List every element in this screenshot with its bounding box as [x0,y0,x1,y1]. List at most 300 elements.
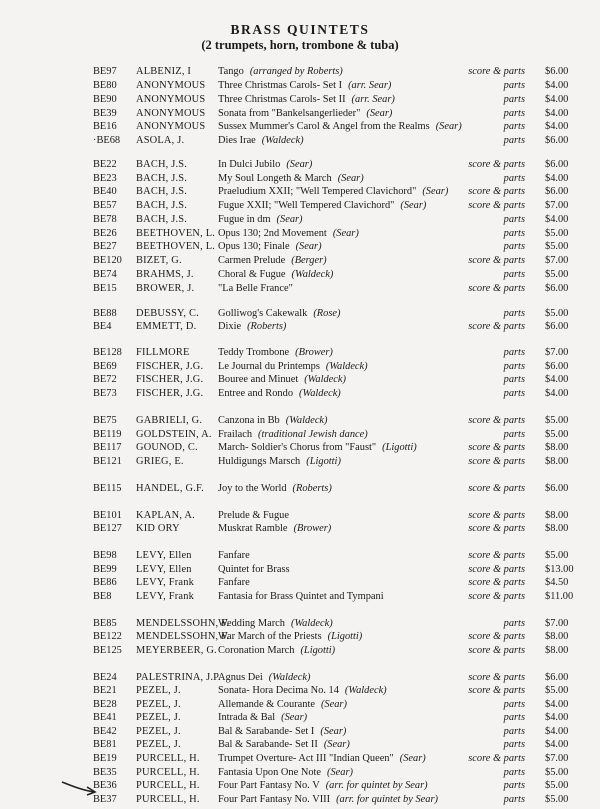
catalog-row [0,725,600,738]
arranger-note: (Sear) [320,726,347,737]
composer-name: BIZET, G. [136,255,182,266]
price: $5.00 [545,308,569,319]
composer-name: BACH, J.S. [136,159,188,170]
composer-name: ANONYMOUS [136,80,206,91]
edition-format: score & parts [468,456,525,467]
edition-format: parts [503,241,525,252]
piece-title: Three Christmas Carols- Set I [218,80,343,91]
arranger-note: (Waldeck) [261,135,304,146]
price: $7.00 [545,200,569,211]
composer-name: ANONYMOUS [136,94,206,105]
piece-title: Allemande & Courante [218,699,315,710]
catalog-row [0,307,600,320]
catalog-row [0,671,600,684]
composer-name: BEETHOVEN, L. [136,241,216,252]
edition-format: score & parts [468,255,525,266]
composer-name: BACH, J.S. [136,200,188,211]
price: $8.00 [545,631,569,642]
arranger-note: (Sear) [281,712,308,723]
composer-name: GRIEG, E. [136,456,184,467]
catalog-code: BE35 [93,767,117,778]
arranger-note: (Sear) [435,121,462,132]
edition-format: parts [503,347,525,358]
price: $5.00 [545,685,569,696]
arranger-note: (Sear) [400,200,427,211]
piece-title: Opus 130; 2nd Movement [218,228,327,239]
composer-name: BROWER, J. [136,283,195,294]
edition-format: parts [503,429,525,440]
price: $7.00 [545,753,569,764]
catalog-row [0,630,600,643]
price: $7.00 [545,618,569,629]
composer-name: LEVY, Ellen [136,564,192,575]
edition-format: score & parts [468,672,525,683]
price: $5.00 [545,550,569,561]
edition-format: score & parts [468,186,525,197]
title-line [218,793,438,806]
title-line [218,779,428,792]
piece-title: Teddy Trombone [218,347,290,358]
title-line [218,441,417,454]
composer-name: ALBENIZ, I [136,66,192,77]
catalog-row [0,93,600,106]
edition-format: score & parts [468,753,525,764]
catalog-row [0,590,600,603]
title-line [218,482,332,495]
edition-format: parts [503,794,525,805]
edition-format: score & parts [468,591,525,602]
price: $6.00 [545,283,569,294]
price: $4.00 [545,80,569,91]
arranger-note: (Ligotti) [382,442,417,453]
piece-title: Le Journal du Printemps [218,361,320,372]
composer-name: KID ORY [136,523,180,534]
price: $4.00 [545,712,569,723]
price: $4.00 [545,108,569,119]
catalog-code: BE90 [93,94,117,105]
edition-format: score & parts [468,415,525,426]
piece-title: Canzona in Bb [218,415,280,426]
edition-format: parts [503,80,525,91]
title-line [218,227,359,240]
composer-name: PURCELL, H. [136,753,200,764]
arranger-note: (Sear) [422,186,449,197]
piece-title: Prelude & Fugue [218,510,289,521]
catalog-row [0,387,600,400]
arranger-note: (Roberts) [292,483,332,494]
catalog-row [0,134,600,147]
catalog-row [0,549,600,562]
catalog-row [0,199,600,212]
price: $6.00 [545,321,569,332]
catalog-code: BE21 [93,685,117,696]
edition-format: parts [503,228,525,239]
title-line [218,387,341,400]
arranger-note: (Sear) [366,108,393,119]
catalog-row [0,282,600,295]
price: $4.00 [545,726,569,737]
composer-name: PURCELL, H. [136,794,200,805]
edition-format: parts [503,308,525,319]
arranger-note: (Sear) [337,173,364,184]
catalog-row [0,414,600,427]
composer-name: PEZEL, J. [136,699,181,710]
catalog-row [0,738,600,751]
catalog-code: BE125 [93,645,122,656]
edition-format: parts [503,108,525,119]
title-line [218,671,310,684]
arranger-note: (Waldeck) [285,415,328,426]
catalog-row [0,711,600,724]
title-line [218,644,335,657]
price: $4.00 [545,388,569,399]
arranger-note: (Sear) [327,767,353,778]
piece-title: Sonata from "Bankelsangerlieder" [218,108,361,119]
price: $4.00 [545,739,569,750]
title-line [218,630,362,643]
edition-format: score & parts [468,159,525,170]
title-line [218,320,286,333]
catalog-row [0,360,600,373]
price: $6.00 [545,361,569,372]
title-line [218,93,395,106]
catalog-row [0,254,600,267]
piece-title: Coronation March [218,645,295,656]
edition-format: score & parts [468,577,525,588]
title-line [218,240,322,253]
title-line [218,120,462,133]
piece-title: Quintet for Brass [218,564,290,575]
piece-title: In Dulci Jubilo [218,159,281,170]
piece-title: Fantasia for Brass Quintet and Tympani [218,591,384,602]
catalog-row [0,455,600,468]
catalog-code: BE120 [93,255,122,266]
arranger-note: (Sear) [286,159,313,170]
price: $8.00 [545,645,569,656]
catalog-code: BE115 [93,483,122,494]
price: $5.00 [545,241,569,252]
catalog-row [0,107,600,120]
catalog-code: BE15 [93,283,117,294]
catalog-code: BE37 [93,794,117,805]
catalog-code: BE97 [93,66,117,77]
catalog-row [0,563,600,576]
title-line [218,307,340,320]
catalog-code: BE16 [93,121,117,132]
price: $11.00 [545,591,574,602]
catalog-code: BE27 [93,241,117,252]
catalog-code: BE26 [93,228,117,239]
title-line [218,185,448,198]
title-line [218,711,307,724]
piece-title: Tango [218,66,244,77]
price: $4.00 [545,214,569,225]
arranger-note: (arr. for quintet by Sear) [336,794,438,805]
edition-format: score & parts [468,685,525,696]
piece-title: Agnus Dei [218,672,263,683]
piece-title: Choral & Fugue [218,269,286,280]
piece-title: Frailach [218,429,253,440]
composer-name: LEVY, Frank [136,577,194,588]
catalog-code: BE98 [93,550,117,561]
piece-title: Opus 130; Finale [218,241,290,252]
piece-title: Four Part Fantasy No. V [218,780,320,791]
catalog-code: BE74 [93,269,117,280]
catalog-code: BE28 [93,699,117,710]
catalog-code: BE78 [93,214,117,225]
edition-format: parts [503,726,525,737]
catalog-row [0,65,600,78]
edition-format: score & parts [468,283,525,294]
title-line [218,65,343,78]
piece-title: Bal & Sarabande- Set II [218,739,318,750]
edition-format: score & parts [468,510,525,521]
arranger-note: (Brower) [295,347,333,358]
piece-title: Fugue XXII; "Well Tempered Clavichord" [218,200,395,211]
price: $6.00 [545,66,569,77]
catalog-code: BE69 [93,361,117,372]
piece-title: Four Part Fantasy No. VIII [218,794,331,805]
piece-title: Dixie [218,321,242,332]
title-line [218,698,347,711]
price: $8.00 [545,442,569,453]
catalog-code: BE127 [93,523,122,534]
edition-format: parts [503,388,525,399]
arranger-note: (Sear) [276,214,303,225]
piece-title: Joy to the World [218,483,287,494]
composer-name: BACH, J.S. [136,186,188,197]
catalog-row [0,684,600,697]
catalog-code: BE41 [93,712,117,723]
piece-title: Praeludium XXII; "Well Tempered Clavichord" [218,186,417,197]
composer-name: PURCELL, H. [136,767,200,778]
price: $8.00 [545,510,569,521]
catalog-code: BE4 [93,321,112,332]
piece-title: Fantasia Upon One Note [218,767,322,778]
price: $4.50 [545,577,569,588]
edition-format: parts [503,618,525,629]
edition-format: parts [503,767,525,778]
catalog-code: BE101 [93,510,122,521]
price: $6.00 [545,483,569,494]
title-line [218,414,328,427]
price: $5.00 [545,794,569,805]
title-line [218,766,353,779]
edition-format: score & parts [468,66,525,77]
catalog-code: BE23 [93,173,117,184]
title-line [218,428,368,441]
composer-name: BACH, J.S. [136,214,188,225]
title-line [218,725,346,738]
catalog-row [0,428,600,441]
page-subtitle: (2 trumpets, horn, trombone & tuba) [201,38,399,52]
edition-format: parts [503,269,525,280]
piece-title: "La Belle France" [218,283,293,294]
catalog-row [0,240,600,253]
arranger-note: (Waldeck) [299,388,341,399]
price: $5.00 [545,269,569,280]
arranger-note: (Sear) [399,753,426,764]
piece-title: Huldigungs Marsch [218,456,301,467]
catalog-code: BE122 [93,631,122,642]
edition-format: parts [503,780,525,791]
edition-format: score & parts [468,200,525,211]
title-line [218,199,426,212]
edition-format: parts [503,94,525,105]
composer-name: PEZEL, J. [136,726,181,737]
composer-name: PEZEL, J. [136,712,181,723]
edition-format: parts [503,712,525,723]
piece-title: Carmen Prelude [218,255,286,266]
composer-name: PALESTRINA, J.P. [136,672,221,683]
catalog-code: BE22 [93,159,117,170]
catalog-code: BE73 [93,388,117,399]
arranger-note: (Brower) [293,523,332,534]
composer-name: LEVY, Ellen [136,550,192,561]
composer-name: ANONYMOUS [136,108,206,119]
title-line [218,158,312,171]
price: $4.00 [545,374,569,385]
catalog-row [0,185,600,198]
composer-name: FISCHER, J.G. [136,374,204,385]
price: $7.00 [545,255,569,266]
edition-format: parts [503,739,525,750]
arranger-note: (Waldeck) [344,685,387,696]
piece-title: Dies Irae [218,135,256,146]
edition-format: parts [503,699,525,710]
catalog-row [0,120,600,133]
title-line [218,213,303,226]
catalog-row [0,752,600,765]
arranger-note: (arr. for quintet by Sear) [325,780,428,791]
catalog-code: BE39 [93,108,117,119]
catalog-code: BE88 [93,308,117,319]
arranger-note: (Waldeck) [291,269,334,280]
title-line [218,373,346,386]
catalog-code: BE119 [93,429,122,440]
arranger-note: (Waldeck) [268,672,311,683]
catalog-row [0,509,600,522]
price: $8.00 [545,523,569,534]
price: $5.00 [545,767,569,778]
page-title: BRASS QUINTETS [230,22,370,37]
composer-name: MEYERBEER, G. [136,645,217,656]
piece-title: March- Soldier's Chorus from "Faust" [218,442,377,453]
arranger-note: (Ligotti) [327,631,363,642]
catalog-row [0,441,600,454]
title-line [218,172,364,185]
composer-name: BRAHMS, J. [136,269,194,280]
catalog-code: BE99 [93,564,117,575]
title-line [218,360,368,373]
title-line [218,134,304,147]
arranger-note: (arr. Sear) [351,94,395,105]
title-line [218,254,327,267]
edition-format: score & parts [468,321,525,332]
arranger-note: (Sear) [295,241,322,252]
arranger-note: (Sear) [323,739,350,750]
edition-format: parts [503,214,525,225]
catalog-row [0,644,600,657]
price: $5.00 [545,415,569,426]
composer-name: PEZEL, J. [136,685,181,696]
edition-format: score & parts [468,483,525,494]
catalog-row [0,373,600,386]
edition-format: score & parts [468,631,525,642]
title-line [218,79,391,92]
composer-name: BACH, J.S. [136,173,188,184]
price: $5.00 [545,228,569,239]
catalog-code: BE57 [93,200,117,211]
composer-name: GABRIELI, G. [136,415,203,426]
composer-name: DEBUSSY, C. [136,308,199,319]
price: $6.00 [545,672,569,683]
arranger-note: (arr. Sear) [348,80,392,91]
piece-title: Fugue in dm [218,214,271,225]
title-line [218,752,426,765]
catalog-row [0,268,600,281]
arranger-note: (Sear) [332,228,359,239]
piece-title: Intrada & Bal [218,712,276,723]
catalog-row [0,522,600,535]
edition-format: parts [503,173,525,184]
piece-title: Fanfare [218,550,250,561]
arranger-note: (Ligotti) [300,645,336,656]
catalog-row [0,172,600,185]
composer-name: GOUNOD, C. [136,442,198,453]
title-line [218,268,333,281]
arranger-note: (Berger) [291,255,327,266]
composer-name: ANONYMOUS [136,121,206,132]
price: $4.00 [545,173,569,184]
title-line [218,738,350,751]
composer-name: LEVY, Frank [136,591,194,602]
composer-name: PURCELL, H. [136,780,200,791]
catalog-code: BE81 [93,739,117,750]
composer-name: FILLMORE [136,347,190,358]
title-line [218,455,341,468]
arranger-note: (Waldeck) [290,618,333,629]
catalog-row [0,79,600,92]
catalog-row [0,320,600,333]
catalog-code: BE128 [93,347,122,358]
piece-title: Bouree and Minuet [218,374,299,385]
catalog-code: BE24 [93,672,117,683]
catalog-row [0,576,600,589]
piece-title: Golliwog's Cakewalk [218,308,308,319]
composer-name: EMMETT, D. [136,321,197,332]
price: $6.00 [545,159,569,170]
catalog-row [0,482,600,495]
catalog-code: BE80 [93,80,117,91]
piece-title: Fanfare [218,577,250,588]
edition-format: parts [503,121,525,132]
composer-name: MENDELSSOHN, F. [136,631,230,642]
catalog-code: BE40 [93,186,117,197]
arranger-note: (Waldeck) [304,374,346,385]
piece-title: Trumpet Overture- Act III "Indian Queen" [218,753,394,764]
edition-format: parts [503,374,525,385]
catalog-row [0,617,600,630]
price: $6.00 [545,135,569,146]
catalog-row [0,227,600,240]
catalog-code: BE8 [93,591,112,602]
composer-name: ASOLA, J. [136,135,185,146]
composer-name: FISCHER, J.G. [136,361,204,372]
price: $4.00 [545,699,569,710]
piece-title: War March of the Priests [218,631,322,642]
catalog-code: BE86 [93,577,117,588]
